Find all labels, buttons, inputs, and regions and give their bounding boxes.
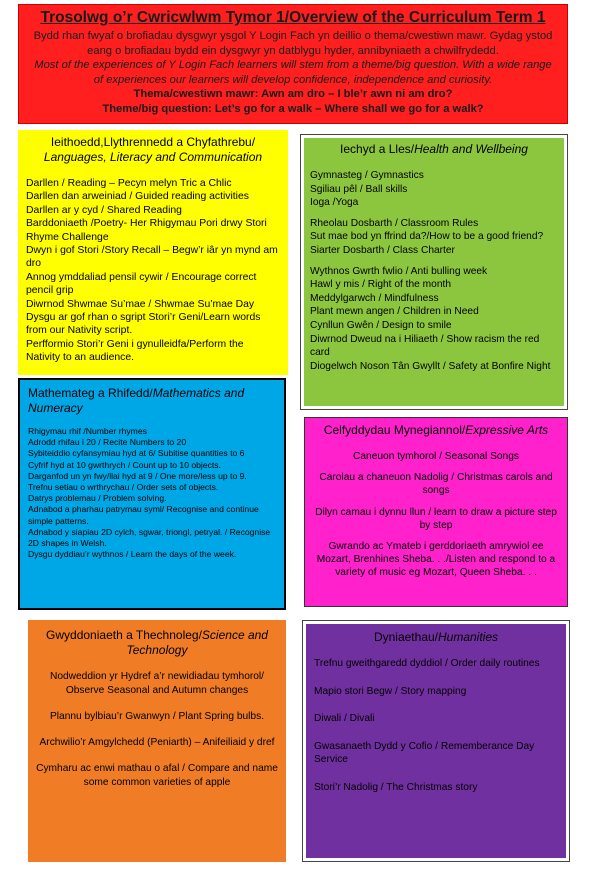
list-item: Diwrnod Dweud na i Hiliaeth / Show racism the red card (310, 333, 540, 359)
list-item: Sut mae bod yn ffrind da?/How to be a good friend? (310, 231, 544, 243)
list-item: Wythnos Gwrth fwlio / Anti bulling week (310, 265, 488, 277)
science-heading (36, 628, 278, 658)
list-item: Diogelwch Noson Tân Gwyllt / Safety at Bonfire Night (310, 360, 551, 372)
list-item: Dwyn i gof Stori /Story Recall – Begw’r iâr yn mynd am dro (26, 245, 278, 270)
humanities-box (302, 620, 570, 862)
list-item: Datrys problemau / Problem solving. (28, 493, 167, 504)
list-item: Caneuon tymhorol / Seasonal Songs (353, 451, 519, 462)
theme-welsh: Thema/cwestiwn mawr: Awn am dro – I ble’r awn ni am dro? (133, 88, 453, 101)
list-item: Rhigymau rhif /Number rhymes (28, 426, 147, 436)
list-item: Sybiteiddio cyfansymiau hyd at 6/ Subitise quantities to 6 (28, 448, 245, 459)
list-item: Plannu bylbiau’r Gwanwyn / Plant Spring bulbs. (49, 711, 265, 722)
intro-english-line-2: of experiences our learners will develop confidence, independence and curiosity. (93, 73, 493, 86)
list-item: Darllen dan arweiniad / Guided reading activities (26, 191, 249, 203)
list-item: Gymnasteg / Gymnastics (310, 170, 424, 181)
languages-heading (26, 135, 280, 165)
list-item: Nodweddion yr Hydref a’r newidiadau tymhorol/ Observe Seasonal and Autumn changes (49, 671, 265, 696)
divider (310, 258, 558, 265)
list-item: Cymharu ac enwi mathau o afal / Compare and name some common varieties of apple (36, 763, 278, 788)
health-heading (310, 142, 558, 157)
science-title-welsh: Gwyddoniaeth a Thechnoleg/ (46, 628, 202, 642)
divider (310, 210, 558, 217)
list-item: Trefnu gweithgaredd dyddiol / Order daily routines (314, 658, 540, 669)
list-item: Siarter Dosbarth / Class Charter (310, 244, 455, 256)
list-item: Rheolau Dosbarth / Classroom Rules (310, 217, 479, 229)
health-title-english: Health and Wellbeing (414, 142, 528, 156)
list-item: Sgiliau pêl / Ball skills (310, 183, 408, 195)
list-item: Annog ymddaliad pensil cywir / Encourage correct pencil grip (26, 271, 257, 297)
list-item: Dysgu dyddiau’r wythnos / Learn the days of the week. (28, 549, 237, 560)
maths-title-english: Mathematics and Numeracy (28, 386, 245, 415)
list-item: Ioga /Yoga (310, 197, 359, 209)
list-item: Dilyn camau i dynnu llun / learn to draw a picture step by step (315, 506, 557, 531)
intro-english-line-1: Most of the experiences of Y Login Fach learners will stem from a theme/big question. With a wide range (34, 59, 552, 72)
theme-english: Theme/big question: Let’s go for a walk – Where shall we go for a walk? (102, 102, 484, 115)
list-item: Dysgu ar gof rhan o sgript Stori’r Geni/Learn words from our Nativity script. (26, 312, 261, 337)
list-item: Plant mewn angen / Children in Need (310, 306, 479, 318)
humanities-heading (314, 630, 558, 645)
arts-title-welsh: Celfyddydau Mynegiannol/ (323, 423, 466, 437)
science-title-english: Science and Technology (126, 628, 268, 657)
list-item: Darllen / Reading – Pecyn melyn Tric a Chlic (26, 178, 232, 189)
list-item: Gwrando ac Ymateb i gerddoriaeth amrywiol ee Mozart, Brenhines Sheba. . ./Listen and respond to a variety of music eg Mozart, Queen Sheba. . . (316, 541, 556, 579)
list-item: Adnabod a pharhau patrymau syml/ Recognise and continue simple patterns. (28, 504, 259, 526)
list-item: Meddylgarwch / Mindfulness (310, 292, 439, 304)
list-item: Trefnu setiau o wrthrychau / Order sets of objects. (28, 482, 219, 493)
health-wellbeing-box (300, 134, 568, 410)
list-item: Carolau a chaneuon Nadolig / Christmas carols and songs (319, 472, 553, 497)
list-item: Mapio stori Begw / Story mapping (314, 685, 467, 697)
list-item: Hawl y mis / Right of the month (310, 279, 451, 291)
list-item: Archwilio’r Amgylchedd (Peniarth) – Anifeiliaid y dref (39, 737, 275, 748)
intro-welsh-line-1: Bydd rhan fwyaf o brofiadau dysgwyr ysgol Y Login Fach yn deillio o thema/cwestiwn mawr. Gydag ystod (33, 30, 553, 42)
list-item: Darganfod un yn fwy/llai hyd at 9 / One more/less up to 9. (28, 470, 247, 481)
list-item: Barddoniaeth /Poetry- Her Rhigymau Pori drwy Stori Rhyme Challenge (26, 218, 267, 243)
humanities-title-english: Humanities (438, 630, 499, 644)
list-item: Diwali / Divali (314, 713, 375, 724)
list-item: Adrodd rhifau i 20 / Recite Numbers to 20 (28, 437, 187, 448)
humanities-title-welsh: Dyniaethau/ (373, 630, 438, 644)
expressive-arts-box (304, 417, 568, 607)
list-item: Cynllun Gwên / Design to smile (310, 319, 452, 331)
maths-numeracy-box (18, 378, 286, 610)
list-item: Cyfrif hyd at 10 gwrthrych / Count up to 10 objects. (28, 459, 221, 470)
list-item: Perfformio Stori’r Geni i gynulleidfa/Perform the Nativity to an audience. (26, 338, 244, 364)
arts-heading (311, 423, 561, 438)
overview-header (18, 4, 568, 124)
list-item: Diwrnod Shwmae Su’mae / Shwmae Su’mae Day (26, 298, 255, 310)
science-technology-box (28, 620, 286, 862)
intro-welsh-line-2: eang o brofiadau bydd ein dysgwyr yn datblygu hyder, annibyniaeth a chwilfrydedd. (87, 44, 499, 57)
languages-title-welsh: Ieithoedd,Llythrennedd a Chyfathrebu/ (50, 135, 256, 149)
page-title: Trosolwg o’r Cwricwlwm Tymor 1/Overview of the Curriculum Term 1 (40, 9, 546, 26)
list-item: Stori’r Nadolig / The Christmas story (314, 781, 478, 793)
health-title-welsh: Iechyd a Lles/ (340, 142, 415, 156)
maths-title-welsh: Mathemateg a Rhifedd/ (28, 386, 153, 400)
list-item: Gwasanaeth Dydd y Cofio / Rememberance Day Service (314, 740, 535, 765)
list-item: Darllen ar y cyd / Shared Reading (26, 204, 182, 216)
maths-heading (28, 386, 276, 416)
languages-title-english: Languages, Literacy and Communication (43, 150, 263, 164)
list-item: Adnabod y siapiau 2D cylch, sgwar, triongl, petryal. / Recognise 2D shapes in Welsh. (28, 526, 271, 549)
arts-title-english: Expressive Arts (465, 423, 549, 437)
languages-literacy-box (18, 130, 288, 375)
